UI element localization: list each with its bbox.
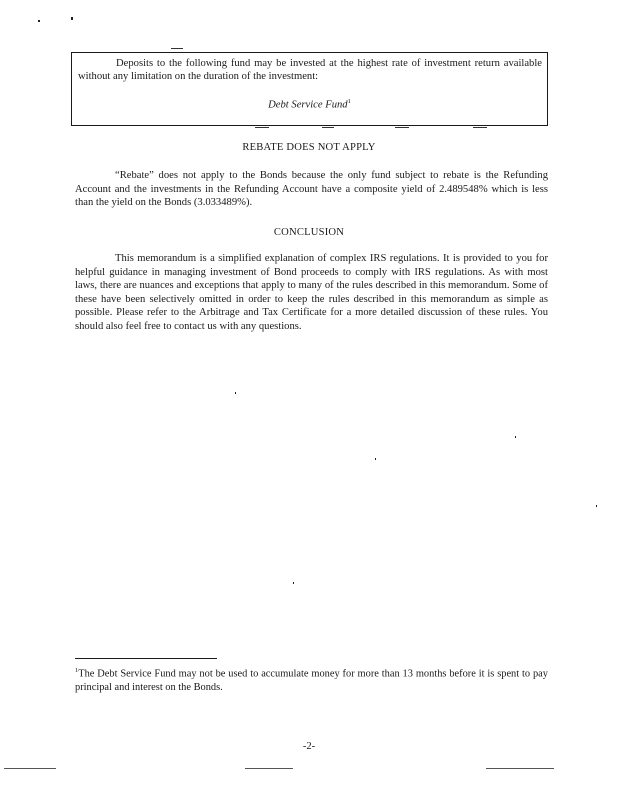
- fund-name-line: [72, 98, 547, 111]
- scan-speck: [293, 582, 294, 584]
- footnote: [75, 664, 548, 695]
- scan-mark: [322, 127, 334, 128]
- conclusion-heading: CONCLUSION: [273, 227, 345, 238]
- scan-speck: [515, 436, 516, 438]
- scan-mark: [395, 127, 409, 128]
- page-number: -2-: [302, 741, 316, 752]
- scan-speck: [71, 17, 73, 20]
- rebate-paragraph: “Rebate” does not apply to the Bonds because the only fund subject to rebate is the Refunding Account and the investments in the Refunding Account have a composite yield of 2.489548% which is less than the yield on the Bonds (3.033489%).: [75, 170, 548, 209]
- fund-name: Debt Service Fund: [268, 99, 348, 111]
- scan-mark: [473, 127, 487, 128]
- footnote-text: The Debt Service Fund may not be used to accumulate money for more than 13 months before it is spent to pay principal and interest on the Bonds.: [75, 668, 548, 694]
- footnote-marker: 1: [75, 667, 79, 674]
- scan-edge-line: [245, 768, 293, 769]
- rebate-heading: REBATE DOES NOT APPLY: [242, 142, 376, 153]
- conclusion-paragraph: This memorandum is a simplified explanation of complex IRS regulations. It is provided to you for helpful guidance in managing investment of Bond proceeds to comply with IRS regulations. As with most laws, there are nuances and exceptions that apply to many of the rules described in this memorandum. Some of these have been selectively omitted in order to keep the rules described in this memorandum as simple as possible. Please refer to the Arbitrage and Tax Certificate for a more detailed discussion of these rules. You should also feel free to contact us with any questions.: [75, 253, 548, 332]
- footnote-divider: [75, 658, 217, 659]
- scan-edge-line: [4, 768, 56, 769]
- scan-speck: [38, 20, 40, 22]
- investment-box: [71, 52, 548, 126]
- footnote-reference: 1: [347, 98, 351, 105]
- scan-mark: [171, 48, 183, 49]
- box-paragraph: Deposits to the following fund may be invested at the highest rate of investment return available without any limitation on the duration of the investment:: [78, 58, 542, 82]
- scan-speck: [235, 392, 236, 394]
- scan-speck: [375, 458, 376, 460]
- scan-edge-line: [486, 768, 554, 769]
- scan-speck: [596, 505, 597, 507]
- scan-mark: [255, 127, 269, 128]
